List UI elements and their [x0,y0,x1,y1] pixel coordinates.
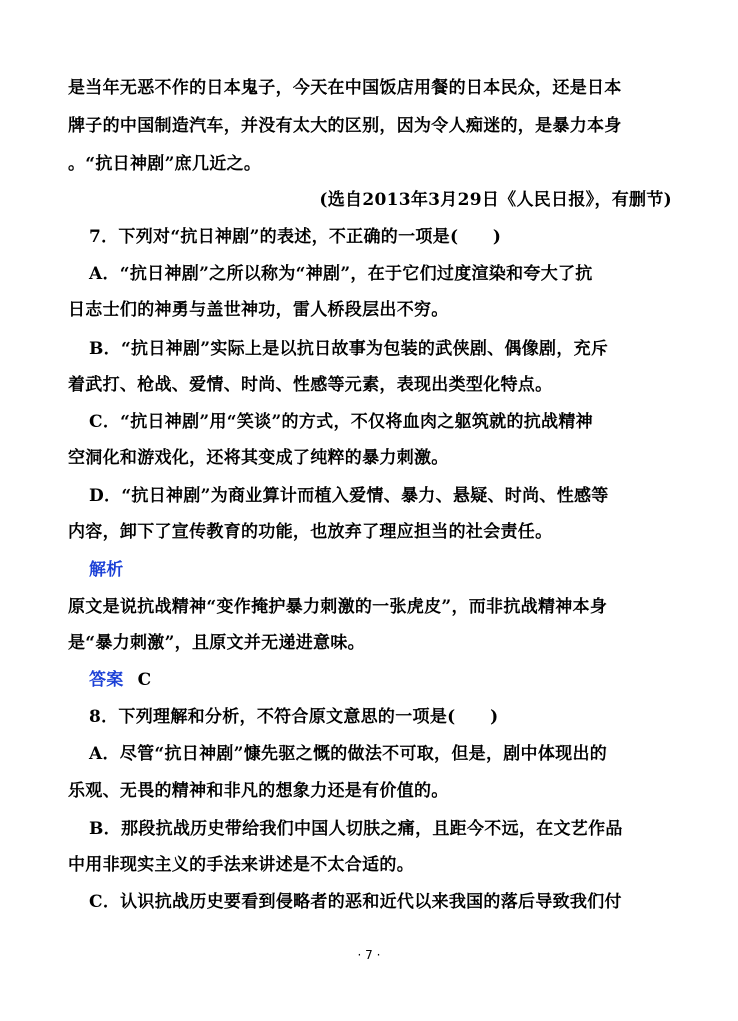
option-d: D．“抗日神剧”为商业算计而植入爱情、暴力、悬疑、时尚、性感等 [89,486,609,506]
option-b: B．那段抗战历史带给我们中国人切肤之痛，且距今不远，在文艺作品 [89,819,623,839]
passage-line: 是当年无恶不作的日本鬼子，今天在中国饭店用餐的日本民众，还是日本 [68,78,622,98]
analysis-text-cont: 是“暴力刺激”，且原文并无递进意味。 [68,633,365,653]
analysis-text: 原文是说抗战精神“变作掩护暴力刺激的一张虎皮”，而非抗战精神本身 [68,597,608,617]
source-citation: (选自2013年3月29日《人民日报》，有删节) [319,190,672,210]
passage-line: 牌子的中国制造汽车，并没有太大的区别，因为令人痴迷的，是暴力本身 [68,116,622,136]
answer-label: 答案 [89,670,124,690]
option-a: A．尽管“抗日神剧”慷先驱之慨的做法不可取，但是，剧中体现出的 [89,744,608,764]
option-c-cont: 空洞化和游戏化，还将其变成了纯粹的暴力刺激。 [68,448,449,468]
answer-row [89,668,693,692]
answer-value: C [137,670,152,690]
option-a: A．“抗日神剧”之所以称为“神剧”，在于它们过度渲染和夸大了抗 [89,264,593,284]
passage-line: 。“抗日神剧”庶几近之。 [68,154,262,174]
option-c: C．认识抗战历史要看到侵略者的恶和近代以来我国的落后导致我们付 [89,892,622,912]
page-number: · 7 · [357,948,381,962]
option-c: C．“抗日神剧”用“笑谈”的方式，不仅将血肉之躯筑就的抗战精神 [89,412,593,432]
option-a-cont: 日志士们的神勇与盖世神功，雷人桥段层出不穷。 [68,300,449,320]
question-stem: 8．下列理解和分析，不符合原文意思的一项是( ) [89,707,499,727]
analysis-label: 解析 [89,560,124,580]
option-b: B．“抗日神剧”实际上是以抗日故事为包装的武侠剧、偶像剧，充斥 [89,339,609,359]
option-a-cont: 乐观、无畏的精神和非凡的想象力还是有价值的。 [68,781,449,801]
option-b-cont: 中用非现实主义的手法来讲述是不太合适的。 [68,855,414,875]
option-d-cont: 内容，卸下了宣传教育的功能，也放弃了理应担当的社会责任。 [68,522,553,542]
option-b-cont: 着武打、枪战、爱情、时尚、性感等元素，表现出类型化特点。 [68,375,553,395]
question-stem: 7．下列对“抗日神剧”的表述，不正确的一项是( ) [89,227,502,247]
